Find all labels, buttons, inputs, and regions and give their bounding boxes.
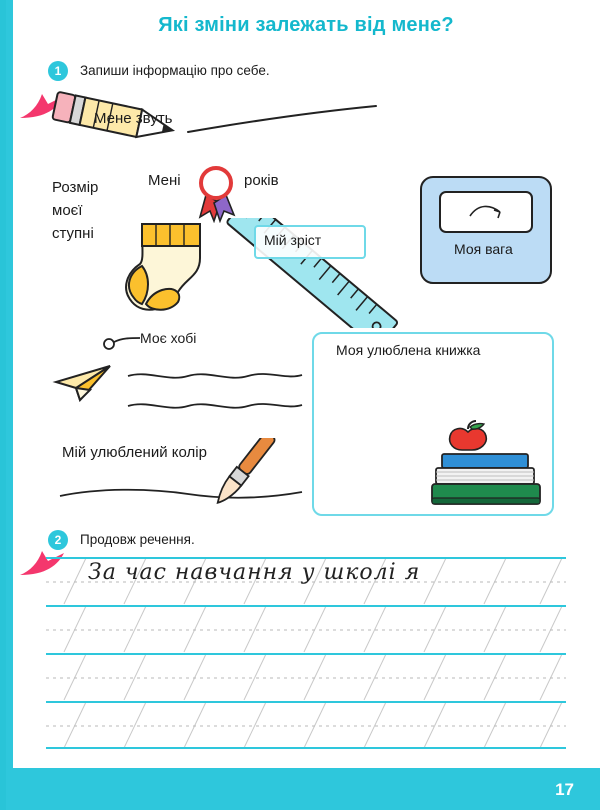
favourite-colour-label: Мій улюблений колір: [62, 444, 207, 461]
left-accent-rail: [6, 0, 13, 810]
page-number: 17: [555, 780, 574, 799]
paper-plane-icon: [50, 356, 120, 406]
task-2-instruction: Продовж речення.: [80, 532, 195, 547]
hobby-writing-lines[interactable]: [126, 364, 306, 424]
apple-icon: [450, 421, 487, 450]
shoe-size-label-line1: Розмір: [52, 179, 99, 196]
task-2-badge: 2: [48, 530, 68, 550]
task-1-badge: 1: [48, 61, 68, 81]
footer-bar: [6, 768, 600, 810]
hobby-label: Моє хобі: [140, 330, 197, 346]
age-label-before: Мені: [148, 172, 181, 189]
height-label: Мій зріст: [264, 232, 322, 248]
age-label-after: років: [244, 172, 279, 189]
shoe-size-label-line3: ступні: [52, 225, 94, 242]
stack-of-books-icon: [426, 420, 556, 520]
weight-label: Моя вага: [454, 241, 513, 257]
page-title: Які зміни залежать від мене?: [158, 14, 454, 36]
weight-scale-icon: [418, 174, 554, 286]
task-1-instruction: Запиши інформацію про себе.: [80, 63, 270, 78]
name-label: Мене звуть: [94, 110, 173, 127]
sentence-starter: За час навчання у школі я: [88, 560, 421, 585]
medal-icon: [194, 165, 240, 223]
paintbrush-icon: [186, 438, 316, 518]
favourite-book-label: Моя улюблена книжка: [336, 342, 481, 358]
shoe-size-label-line2: моєї: [52, 202, 83, 219]
writing-lines-area[interactable]: [46, 556, 566, 756]
